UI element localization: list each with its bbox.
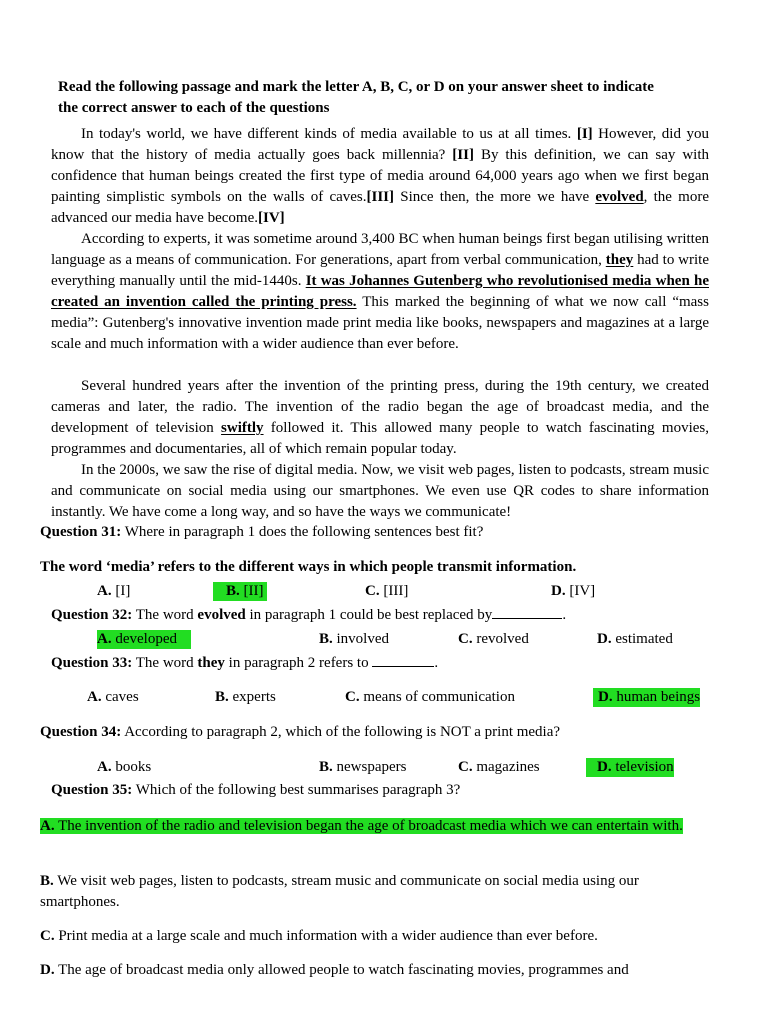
instruction-line-2: the correct answer to each of the questions: [58, 100, 330, 116]
question-31: [40, 523, 483, 542]
q33-option-b[interactable]: B. experts: [215, 689, 276, 705]
q35-label: Question 35:: [51, 782, 133, 798]
q35-option-b[interactable]: B. We visit web pages, listen to podcasts, stream music and communicate on social media using our smartphones.: [40, 873, 639, 910]
q34-text: According to paragraph 2, which of the following is NOT a print media?: [121, 724, 561, 740]
q33-label: Question 33:: [51, 655, 133, 671]
underlined-sentence-part-2: created an invention called the printing press.: [51, 294, 357, 310]
q35-option-a[interactable]: A. The invention of the radio and television began the age of broadcast media which we can entertain with.: [40, 818, 683, 834]
q34-option-a[interactable]: A. books: [97, 759, 152, 775]
q35-text: Which of the following best summarises paragraph 3?: [132, 782, 461, 798]
q31-option-d[interactable]: D. [IV]: [551, 583, 596, 599]
marker-i: [I]: [576, 126, 593, 142]
marker-iii: [III]: [366, 189, 395, 205]
q34-label: Question 34:: [40, 724, 122, 740]
passage-paragraph-4: [51, 460, 709, 523]
q34-option-b[interactable]: B. newspapers: [319, 759, 407, 775]
p2-text-1: According to experts, it was sometime around 3,400 BC when human beings first began utilising written language as a means of communication. For generations, apart from verbal communication,: [51, 231, 709, 268]
q33-option-a[interactable]: A. caves: [87, 689, 139, 705]
question-35: [51, 781, 460, 800]
q32-option-c[interactable]: C. revolved: [458, 631, 529, 647]
q34-option-d[interactable]: D. television: [586, 758, 674, 777]
instruction-line-1: Read the following passage and mark the letter A, B, C, or D on your answer sheet to indicate: [58, 79, 654, 95]
word-they: they: [605, 252, 634, 268]
q32-option-a[interactable]: A. developed: [97, 630, 191, 649]
question-32: Question 32: The word evolved in paragraph 1 could be best replaced by .: [51, 607, 567, 623]
q33-option-d[interactable]: D. human beings: [593, 688, 700, 707]
question-34: [40, 723, 560, 742]
word-evolved: evolved: [595, 189, 644, 205]
p1-text-4: Since then, the more we have: [394, 189, 596, 205]
answer-blank: [372, 654, 434, 667]
q31-option-b[interactable]: B. [II]: [213, 582, 267, 601]
q31-text: Where in paragraph 1 does the following sentences best fit?: [121, 524, 484, 540]
p3-text-2: followed it. This allowed many people to watch fascinating movies, programmes and documentaries, all of which remain popular today.: [51, 420, 709, 457]
q31-label: Question 31:: [40, 524, 122, 540]
p1-text-5: , the more advanced our media have become.: [51, 189, 709, 226]
q32-option-b[interactable]: B. involved: [319, 631, 390, 647]
p1-text-3: By this definition, we can say with confidence that human beings created the first type of media around 64,000 years ago when we first began painting simplistic symbols on the walls of caves.: [51, 147, 710, 205]
question-33: Question 33: The word they in paragraph 2 refers to .: [51, 655, 439, 671]
word-swiftly: swiftly: [221, 420, 264, 436]
p2-text-3: This marked the beginning of what we now call “mass media”: Gutenberg's innovative invention made print media like books, newspapers and magazines at a large scale and much information with a wider audience than ever before.: [51, 294, 709, 352]
p3-text-1: Several hundred years after the invention of the printing press, during the 19th century, we created cameras and later, the radio. The invention of the radio began the age of broadcast media, and the development of television: [51, 378, 709, 436]
q34-option-c[interactable]: C. magazines: [458, 759, 540, 775]
underlined-sentence-part-1: It was Johannes Gutenberg who revolutionised media when he: [305, 273, 709, 289]
q31-sentence: The word ‘media’ refers to the different ways in which people transmit information.: [40, 559, 577, 575]
q32-label: Question 32:: [51, 607, 133, 623]
p1-text-2: However, did you know that the history of media actually goes back millennia?: [51, 126, 709, 163]
q32-option-d[interactable]: D. estimated: [597, 631, 673, 647]
marker-ii: [II]: [452, 147, 474, 163]
passage-paragraph-1: [51, 124, 709, 229]
q35-option-d[interactable]: D. The age of broadcast media only allowed people to watch fascinating movies, programmes and: [40, 962, 629, 978]
passage-paragraph-2: [51, 229, 709, 355]
q35-option-c[interactable]: C. Print media at a large scale and much information with a wider audience than ever before.: [40, 928, 598, 944]
p1-text-1: In today's world, we have different kinds of media available to us at all times.: [81, 126, 577, 142]
q32-word: evolved: [197, 607, 246, 623]
q33-word: they: [197, 655, 225, 671]
q31-option-a[interactable]: A. [I]: [97, 583, 131, 599]
q31-option-c[interactable]: C. [III]: [365, 583, 409, 599]
q33-option-c[interactable]: C. means of communication: [345, 689, 515, 705]
passage-paragraph-3: [51, 376, 709, 460]
p4-text-1: In the 2000s, we saw the rise of digital media. Now, we visit web pages, listen to podcasts, stream music and communicate on social media using our smartphones. We even use QR codes to share information instantly. We have come a long way, and so have the ways we communicate!: [51, 462, 709, 520]
marker-iv: [IV]: [257, 210, 285, 226]
p2-text-2: had to write everything manually until the mid-1440s.: [51, 252, 709, 289]
answer-blank: [492, 606, 562, 619]
